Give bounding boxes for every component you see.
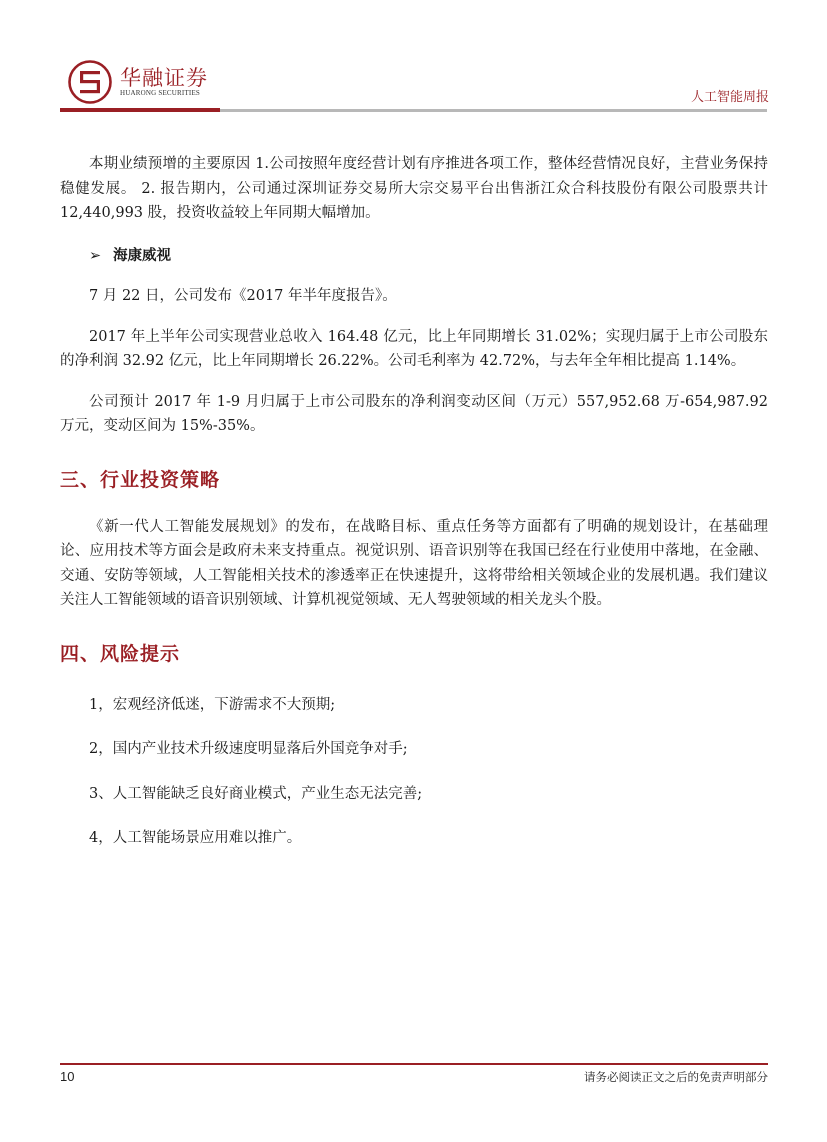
- risk-item: 3、人工智能缺乏良好商业模式，产业生态无法完善;: [89, 785, 423, 802]
- header-rule-accent: [60, 108, 220, 112]
- huarong-logo-icon: [68, 60, 112, 104]
- paragraph-h1-results: 2017 年上半年公司实现营业总收入 164.48 亿元，比上年同期增长 31.02%；实现归属于上市公司股东的净利润 32.92 亿元，比上年同期增长 26.22%。公司毛利率为 42.72%，与去年全年相比提高 1.14%。: [60, 328, 768, 369]
- section-title-strategy: 三、行业投资策略: [60, 468, 221, 491]
- risk-item: 2，国内产业技术升级速度明显落后外国竞争对手;: [89, 741, 408, 757]
- paragraph-earnings-reason: 本期业绩预增的主要原因 1.公司按照年度经营计划有序推进各项工作，整体经营情况良好，主营业务保持稳健发展。 2. 报告期内，公司通过深圳证券交易所大宗交易平台出售浙江众合科技股份有限公司股票共计 12,440,993 股，投资收益较上年同期大幅增加。: [60, 156, 768, 221]
- arrow-bullet-icon: ➢: [89, 247, 102, 264]
- report-type: 人工智能周报: [690, 90, 769, 105]
- page-header: [0, 0, 827, 120]
- company-name: 海康威视: [113, 246, 171, 264]
- company-heading: [60, 244, 768, 269]
- paragraph-strategy: 《新一代人工智能发展规划》的发布，在战略目标、重点任务等方面都有了明确的规划设计，在基础理论、应用技术等方面会是政府未来支持重点。视觉识别、语音识别等在我国已经在行业使用中落地，在金融、交通、安防等领域，人工智能相关技术的渗透率正在快速提升，这将带给相关领域企业的发展机遇。我们建议关注人工智能领域的语音识别领域、计算机视觉领域、无人驾驶领域的相关龙头个股。: [60, 518, 768, 608]
- footer-rule: [60, 1063, 768, 1065]
- paragraph-report-release: 7 月 22 日，公司发布《2017 年半年度报告》。: [89, 288, 397, 304]
- risk-item: 1，宏观经济低迷，下游需求不大预期;: [89, 696, 336, 713]
- section-title-risk: 四、风险提示: [60, 642, 181, 665]
- paragraph-forecast: 公司预计 2017 年 1-9 月归属于上市公司股东的净利润变动区间（万元）557,952.68 万-654,987.92 万元，变动区间为 15%-35%。: [60, 393, 768, 434]
- brand-name-en: HUARONG SECURITIES: [120, 89, 201, 97]
- risk-item: 4，人工智能场景应用难以推广。: [89, 830, 302, 846]
- page-number: 10: [60, 1069, 75, 1084]
- header-rule: [220, 109, 767, 112]
- report-body: [60, 152, 768, 851]
- disclaimer-note: 请务必阅读正文之后的免责声明部分: [584, 1070, 768, 1084]
- brand-name-cn: 华融证券: [120, 66, 208, 90]
